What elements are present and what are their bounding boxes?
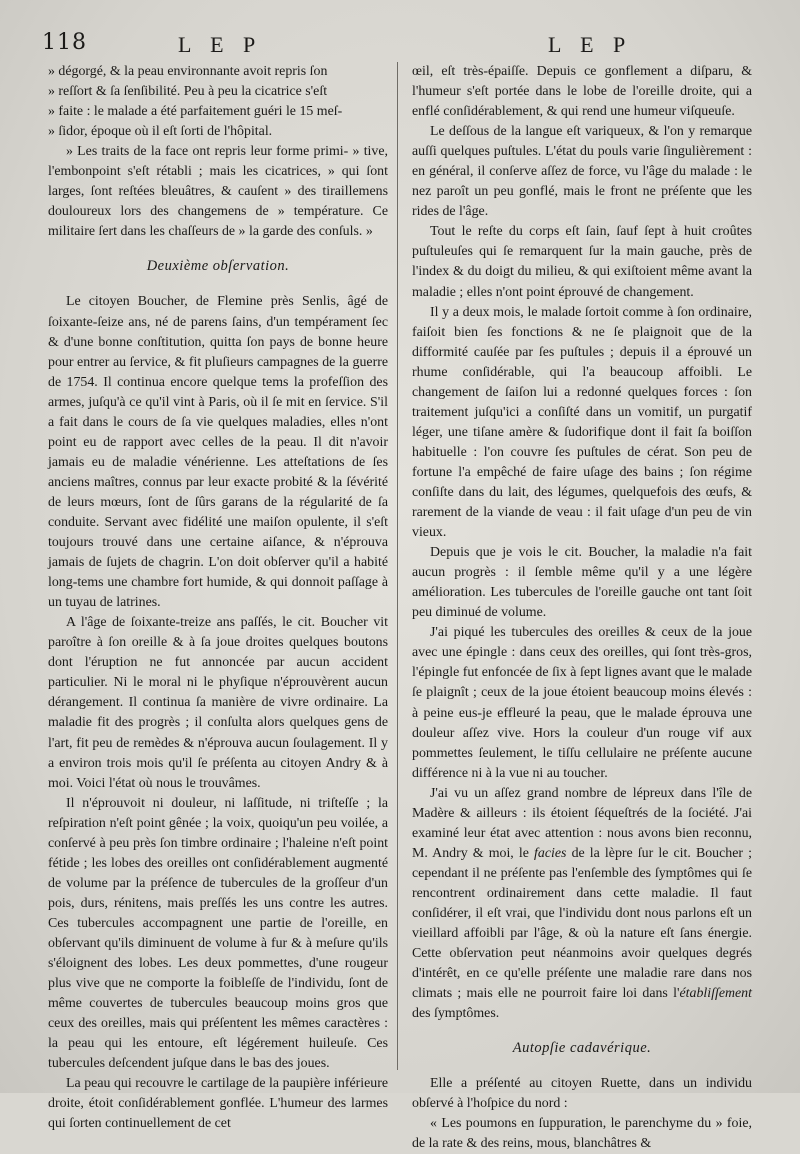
page-header <box>0 30 800 66</box>
body-paragraph: Tout le reſte du corps eſt ſain, ſauf ſept à huit croûtes puſtuleuſes qui ſe remarquent ſur la main gauche, près de l'index & du doigt du milieu, & qui exiſtoient même avant la maladie ; elles n'ont point éprouvé de changement. <box>412 224 752 300</box>
body-paragraph: œil, eſt très-épaiſſe. Depuis ce gonflement a diſparu, & l'humeur s'eſt portée dans le lobe de l'oreille droite, qui a enflé conſidérablement, & qui rend une humeur viſqueuſe. <box>412 64 752 120</box>
quote-paragraph: » Les traits de la face ont repris leur forme primi- » tive, l'embonpoint s'eſt rétabli ; mais les cicatrices, » qui ſont larges, ſont reſtées bleuâtres, & cauſent » des tiraillemens douloureux lors des changemens de » température. Ce militaire ſert dans les chaſſeurs de » la garde des conſuls. » <box>48 144 388 240</box>
running-head-right: L E P <box>548 32 633 57</box>
quote-line: » reſſort & ſa ſenſibilité. Peu à peu la cicatrice s'eſt <box>48 84 328 100</box>
body-paragraph: Elle a préſenté au citoyen Ruette, dans un individu obſervé à l'hoſpice du nord : <box>412 1076 752 1112</box>
body-paragraph: A l'âge de ſoixante-treize ans paſſés, le cit. Boucher vit paroître à ſon oreille & à ſa joue droites quelques boutons dont l'éruption ne fut annoncée par aucun accident particulier. Ni le moral ni le phyſique n'éprouvèrent aucun dérangement. Il continua ſa manière de vivre ordinaire. La maladie fit des progrès ; il conſulta alors quelques gens de l'art, fit peu de remèdes & n'éprouva aucun ſoulagement. Il y a environ trois mois qu'il ſe préſenta au citoyen Andry & à moi. Voici l'état où nous le trouvâmes. <box>48 615 388 791</box>
body-paragraph <box>412 784 752 1025</box>
body-paragraph: Il n'éprouvoit ni douleur, ni laſſitude, ni triſteſſe ; la reſpiration n'eſt point gênée ; la voix, quoiqu'un peu voilée, a conſervé à peu près ſon timbre ordinaire ; l'haleine n'eſt point fétide ; les lobes des oreilles ont conſidérablement augmenté de volume par la préſence de tubercules de la groſſeur d'un pois, durs, rénitens, mais preſſés les uns contre les autres. Ces tubercules accompagnent une partie de l'oreille, en obſervant qu'ils diminuent de volume à fur & à meſure qu'ils s'éloignent des lobes. Les deux pommettes, d'une rougeur plus vive que ne comporte la foibleſſe de l'individu, ſont de même couvertes de tubercules beaucoup moins gros que ceux des oreilles, mais qui préſentent les mêmes caractères : la peau qui les entoure, eſt légérement huileuſe. Ces tubercules deſcendent juſque dans le bas des joues. <box>48 795 388 1072</box>
section-heading-text: Autopſie cadavérique. <box>512 1040 652 1057</box>
text-run: des ſymptômes. <box>412 1006 500 1022</box>
body-paragraph: Il y a deux mois, le malade ſortoit comme à ſon ordinaire, faiſoit bien ſes fonctions & ne ſe plaignoit que de la difformité cauſée par ſes puſtules ; depuis il a éprouvé un rhume conſidérable, qui l'a beaucoup affoibli. Le changement de ſaiſon lui a redonné quelques forces : ſon traitement juſqu'ici a conſiſté dans un vomitif, un purgatif léger, une tiſane amère & ſudorifique dont il fait ſa boiſſon habituelle : l'on couvre ſes puſtules de cérat. Son peu de fortune l'a empêché de faire uſage des bains ; ſon régime conſiſte dans du lait, des légumes, quelquefois des œufs, & rarement de la viande de veau : il fait uſage d'un peu de vin vieux. <box>412 304 752 541</box>
body-paragraph: Le citoyen Boucher, de Flemine près Senlis, âgé de ſoixante-ſeize ans, né de parens ſains, d'un tempérament ſec & d'une bonne conſtitution, quitta ſon pays de bonne heure pour entrer au ſervice, & fit pluſieurs campagnes de la guerre de 1754. Il continua encore quelque tems la profeſſion des armes, juſqu'à ce qu'il vint à Paris, où il ſe mit en ſervice. S'il a fait dans le cours de ſa vie quelques maladies, elles n'ont point eu de rapport avec celles de la peau. Il dit n'avoir jamais eu de maladie vénérienne. Les atteſtations de ſes anciens maîtres, connus par leur exacte probité & la ſévérité de leurs mœurs, ſont de ſûrs garans de la régularité de ſa conduite. Servant avec fidélité une maiſon opulente, il s'eſt toujours trouvé dans une certaine aiſance, & n'éprouva jamais de ſujets de chagrin. L'on doit obſerver qu'il a habité long-tems une chambre fort humide, & qui donnoit paſſage à un tuyau de latrines. <box>48 294 388 611</box>
body-paragraph: La peau qui recouvre le cartilage de la paupière inférieure droite, étoit conſidérablement gonflée. L'humeur des larmes qui ſorten continuellement de cet <box>48 1076 388 1132</box>
left-column <box>48 62 388 1134</box>
italic-term: établiſſement <box>679 986 752 1002</box>
quote-line: » faite : le malade a été parfaitement guéri le 15 meſ- <box>48 104 343 120</box>
page-number: 118 <box>42 30 87 55</box>
italic-term: facies <box>534 845 567 861</box>
section-heading <box>412 1038 752 1058</box>
quote-line: » dégorgé, & la peau environnante avoit repris ſon <box>48 64 328 79</box>
section-heading-text: Deuxième obſervation. <box>146 258 290 275</box>
right-column <box>412 62 752 1154</box>
body-paragraph: Le deſſous de la langue eſt variqueux, & l'on y remarque auſſi quelques puſtules. L'état du pouls varie ſingulièrement : en général, il conſerve aſſez de force, vu l'âge du malade : le nez paroît un peu gonflé, mais le front ne préſente que les rides de l'âge. <box>412 124 752 220</box>
quote-line: » ſidor, époque où il eſt ſorti de l'hôpital. <box>48 124 273 140</box>
running-head-left: L E P <box>178 32 263 57</box>
section-heading <box>48 256 388 276</box>
text-run: de la lèpre ſur le cit. Boucher ; cependant il ne préſente pas l'enſemble des ſymptômes qui ſe rencontrent ordinairement dans cette maladie. Il faut conſidérer, il eſt vrai, que l'individu dont nous parlons eſt un vieillard affoibli par l'âge, & où la nature eſt ſans énergie. Cette obſervation peut néanmoins avoir quelques degrés d'intérêt, en ce qu'elle préſente une maladie rare dans nos climats ; mais elle ne pourroit faire loi dans l' <box>412 845 753 1002</box>
body-paragraph: Depuis que je vois le cit. Boucher, la maladie n'a fait aucun progrès : il ſemble même qu'il y a une légère amélioration. Les tubercules de l'oreille gauche ont tant ſoit peu diminué de volume. <box>412 545 752 621</box>
column-divider <box>397 62 398 1070</box>
text-run: J'ai vu un aſſez grand nombre de lépreux dans l'île de Madère & ailleurs : ils étoient ſéqueſtrés de la ſociété. J'ai examiné leur état avec attention : nous avons bien reconnu, M. Andry & moi, le <box>412 785 752 861</box>
body-paragraph: J'ai piqué les tubercules des oreilles & ceux de la joue avec une épingle : dans ceux des oreilles, qui ſont très-gros, l'épingle fut enfoncée de ſix à ſept lignes avant que le malade ſe plaignît ; ceux de la joue étoient beaucoup moins élevés : à peine eus-je effleuré la peau, que le malade éprouva une douleur aſſez vive. Hors la couleur d'un rouge vif aux pommettes ſeulement, le tiſſu cellulaire ne préſente aucune différence ni à la vue ni au toucher. <box>412 625 752 781</box>
quote-paragraph: « Les poumons en ſuppuration, le parenchyme du » foie, de la rate & des reins, mous, blanchâtres & <box>412 1116 752 1152</box>
